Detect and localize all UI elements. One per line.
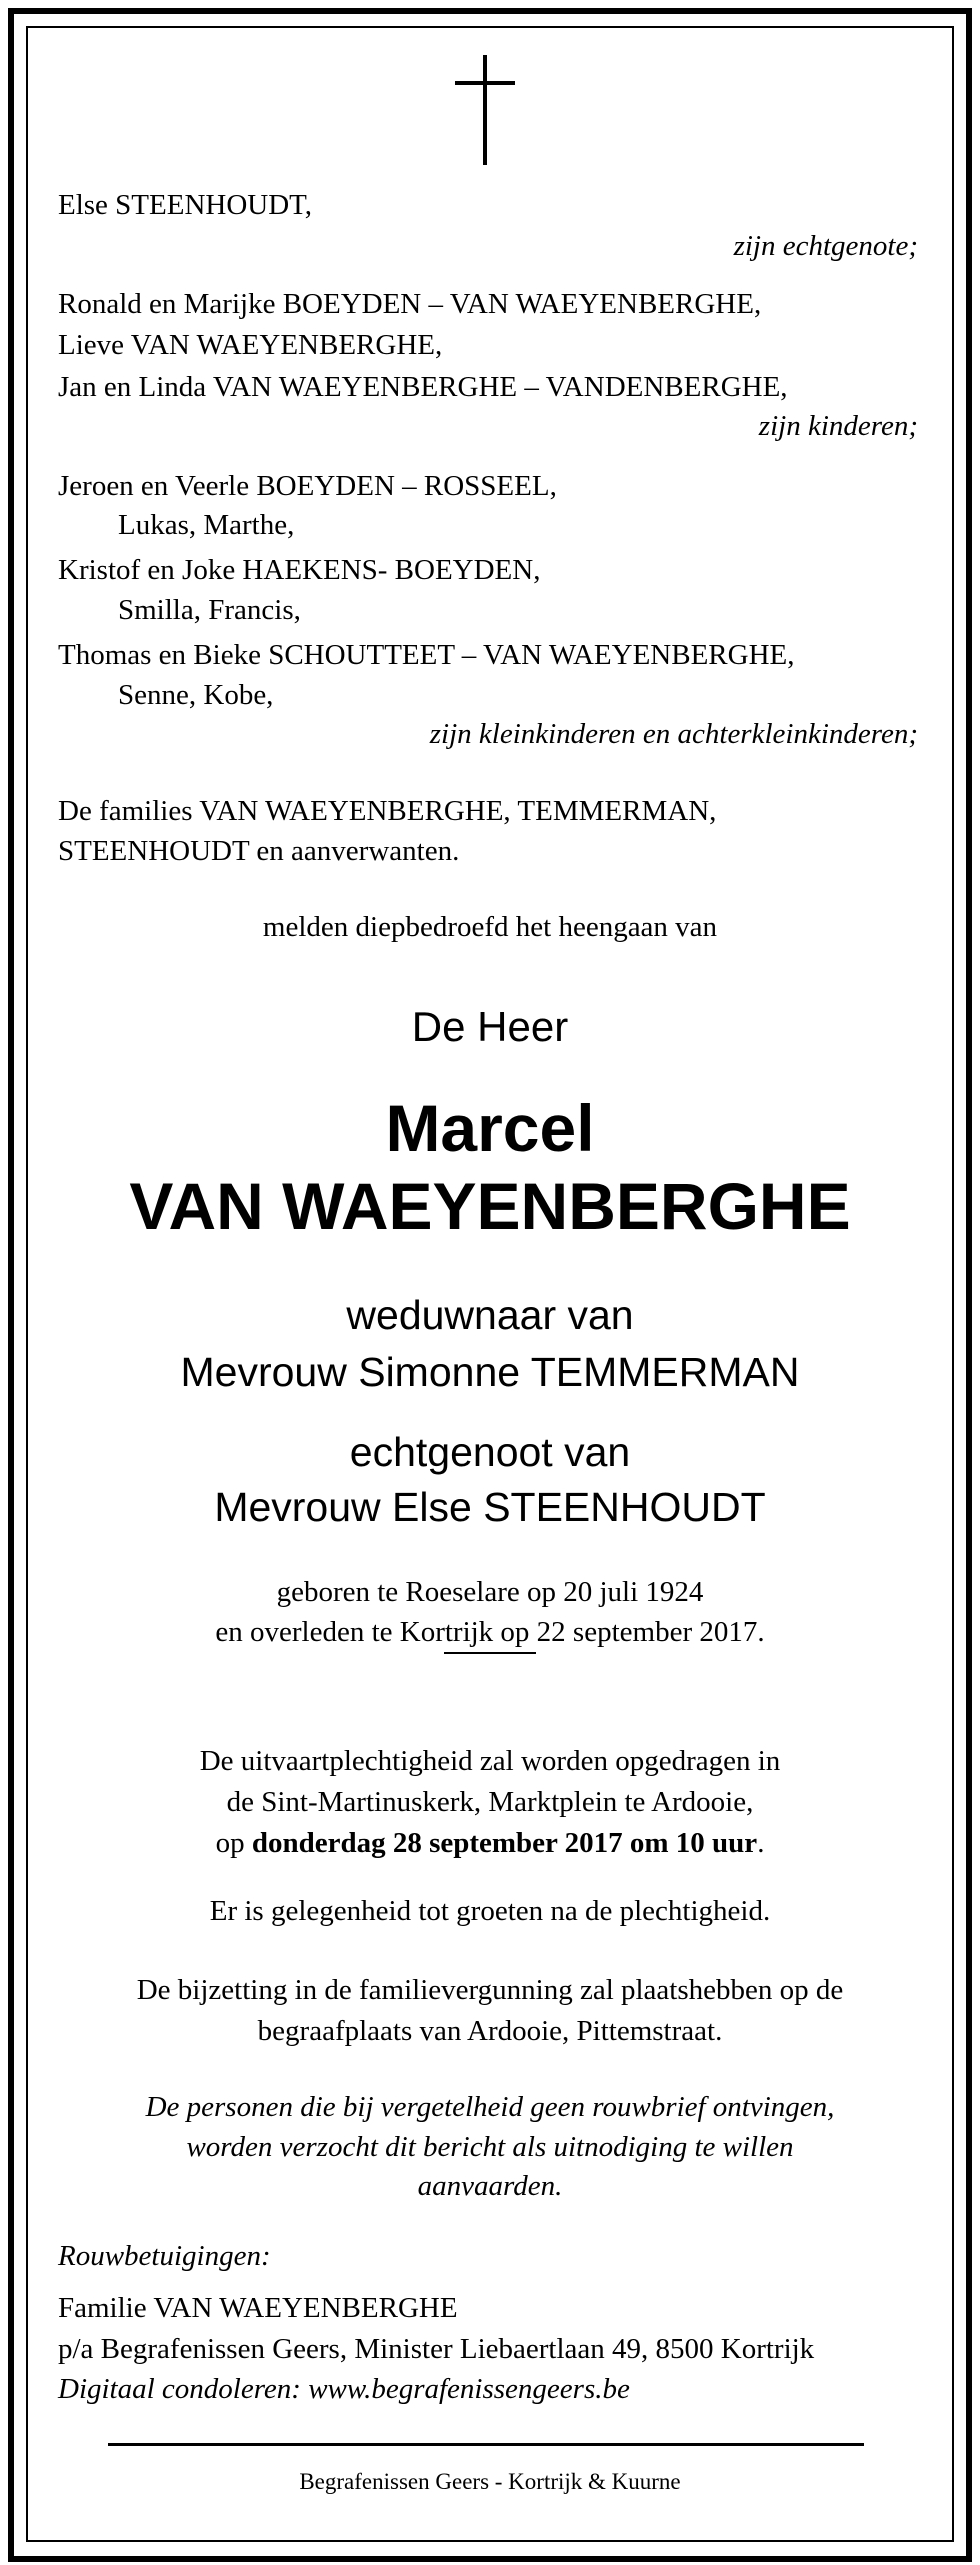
announcement: melden diepbedroefd het heengaan van <box>262 911 718 943</box>
note-line-3: aanvaarden. <box>417 2170 563 2202</box>
child-3: Jan en Linda VAN WAEYENBERGHE – VANDENBERGHE, <box>58 371 788 403</box>
ceremony-date: donderdag 28 september 2017 om 10 uur <box>251 1827 758 1859</box>
widower-of: Mevrouw Simonne TEMMERMAN <box>180 1349 800 1395</box>
grandchild-kids-3: Senne, Kobe, <box>118 679 274 711</box>
grandchild-couple-1: Jeroen en Veerle BOEYDEN – ROSSEEL, <box>58 470 557 502</box>
spouse-name: Else STEENHOUDT, <box>58 189 312 221</box>
separator-short <box>444 1652 536 1654</box>
spouse-of: Mevrouw Else STEENHOUDT <box>214 1484 766 1530</box>
grandchildren-role: zijn kleinkinderen en achterkleinkinderen; <box>429 718 918 750</box>
note-line-2: worden verzocht dit bericht als uitnodiging te willen <box>186 2131 794 2163</box>
deceased-first-name: Marcel <box>385 1091 595 1165</box>
children-role: zijn kinderen; <box>758 410 918 442</box>
spouse-label: echtgenoot van <box>349 1429 631 1475</box>
grandchild-kids-2: Smilla, Francis, <box>118 594 301 626</box>
condolences-name: Familie VAN WAEYENBERGHE <box>58 2292 458 2324</box>
burial-line-2: begraafplaats van Ardooie, Pittemstraat. <box>257 2015 723 2047</box>
salutation: De Heer <box>411 1003 569 1050</box>
cross-icon <box>455 55 515 165</box>
spouse-role: zijn echtgenote; <box>733 230 918 262</box>
ceremony-line-2: de Sint-Martinuskerk, Marktplein te Ardooie, <box>226 1786 754 1818</box>
ceremony-line-1: De uitvaartplechtigheid zal worden opgedragen in <box>199 1745 781 1777</box>
ceremony-line-3: op donderdag 28 september 2017 om 10 uur. <box>215 1827 765 1859</box>
child-2: Lieve VAN WAEYENBERGHE, <box>58 329 443 361</box>
child-1: Ronald en Marijke BOEYDEN – VAN WAEYENBERGHE, <box>58 288 762 320</box>
burial-line-1: De bijzetting in de familievergunning zal plaatshebben op de <box>136 1974 844 2006</box>
grandchild-couple-3: Thomas en Bieke SCHOUTTEET – VAN WAEYENBERGHE, <box>58 639 795 671</box>
note-line-1: De personen die bij vergetelheid geen rouwbrief ontvingen, <box>145 2091 835 2123</box>
greeting-line: Er is gelegenheid tot groeten na de plechtigheid. <box>209 1895 771 1927</box>
grandchild-couple-2: Kristof en Joke HAEKENS- BOEYDEN, <box>58 554 541 586</box>
condolences-online: Digitaal condoleren: www.begrafenissengeers.be <box>58 2373 630 2405</box>
condolences-label: Rouwbetuigingen: <box>58 2240 271 2272</box>
widower-label: weduwnaar van <box>346 1292 634 1338</box>
families-line-2: STEENHOUDT en aanverwanten. <box>58 835 460 867</box>
death-line: en overleden te Kortrijk op 22 september 2017. <box>215 1616 765 1648</box>
birth-line: geboren te Roeselare op 20 juli 1924 <box>276 1576 704 1608</box>
families-line-1: De families VAN WAEYENBERGHE, TEMMERMAN, <box>58 795 717 827</box>
footer-text: Begrafenissen Geers - Kortrijk & Kuurne <box>299 2469 681 2494</box>
condolences-address: p/a Begrafenissen Geers, Minister Liebaertlaan 49, 8500 Kortrijk <box>58 2333 815 2365</box>
grandchild-kids-1: Lukas, Marthe, <box>118 509 295 541</box>
separator-long <box>108 2443 864 2446</box>
deceased-last-name: VAN WAEYENBERGHE <box>129 1169 851 1243</box>
